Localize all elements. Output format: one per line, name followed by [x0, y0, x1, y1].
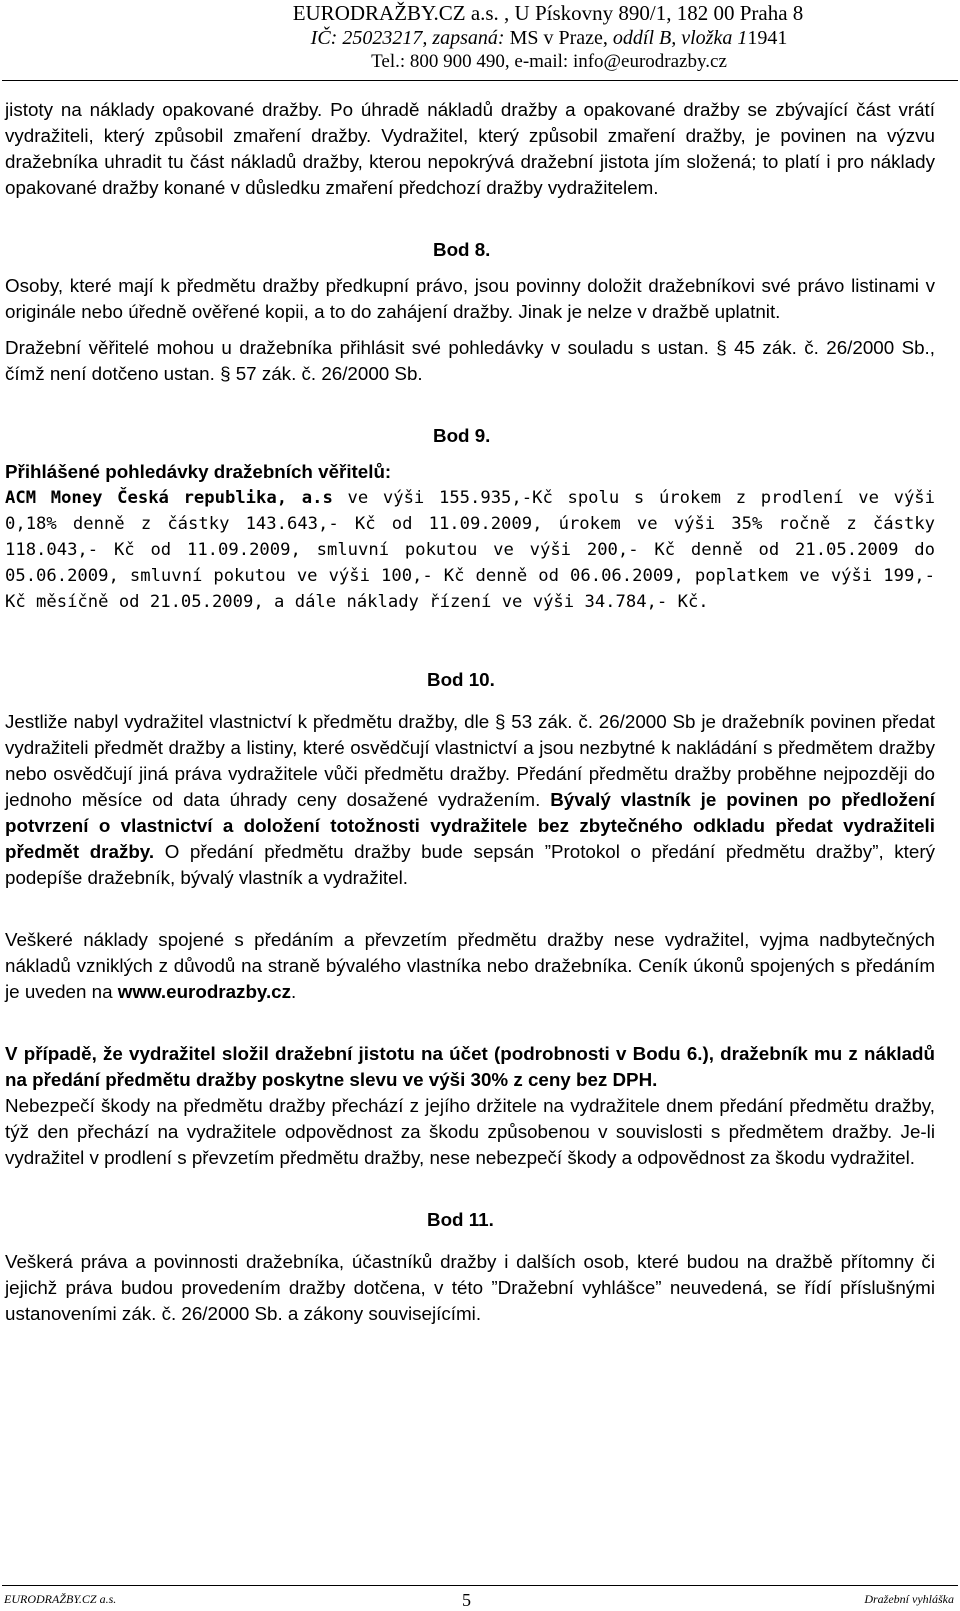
page-footer: [0, 1585, 960, 1609]
paragraph-predani-predmetu: [5, 709, 935, 891]
letterhead-registration: [138, 26, 960, 51]
page-number: 5: [462, 1590, 471, 1610]
letterhead: [0, 0, 960, 73]
naklady-text: Veškeré náklady spojené s předáním a převzetím předmětu dražby nese vydražitel, vyjma nadbytečných nákladů vzniklých z důvodů na straně bývalého vlastníka nebo dražebníka. Ceník úkonů spojených s předáním je uveden na: [5, 929, 935, 1002]
predani-text: Jestliže nabyl vydražitel vlastnictví k předmětu dražby, dle § 53 zák. č. 26/2000 Sb je dražebník povinen předat vydražiteli předmět dražby a listiny, které osvědčují vlastnictví a jsou nezbytné k nakládání s předmětem dražby nebo osvědčují jiná práva vydražitele vůči předmětu dražby. Předání předmětu dražby proběhne nejpozději do jednoho měsíce od data úhrady ceny dosažené vydražením.: [5, 711, 935, 810]
header-divider: [2, 80, 958, 81]
letterhead-section: oddíl B, vložka 1: [612, 27, 748, 49]
predani-protocol-text: O předání předmětu dražby bude sepsán ”Protokol o předání předmětu dražby”, který podepíše dražebník, bývalý vlastník a vydražitel.: [5, 841, 935, 888]
footer-document-title: Dražební vyhláška: [864, 1592, 954, 1606]
section-heading-bod-8: Bod 8.: [433, 239, 491, 260]
naklady-end: .: [291, 981, 297, 1002]
paragraph-nebezpeci-skody: Nebezpečí škody na předmětu dražby přechází z jejího držitele na vydražitele dnem předání předmětu dražby, týž den přechází na vydražitele odpovědnost za škodu způsobenou v souvislosti s předmětem dražby. Je-li vydražitel v prodlení s převzetím předmětu dražby, nese nebezpečí škody a odpovědnost za škodu vydražitel.: [5, 1095, 935, 1168]
letterhead-company: EURODRAŽBY.CZ a.s. , U Pískovny 890/1, 182 00 Praha 8: [292, 1, 804, 25]
paragraph-prava-povinnosti: Veškerá práva a povinnosti dražebníka, účastníků dražby i dalších osob, které budou na dražbě přítomny či jejichž práva budou provedením dražby dotčena, v této ”Dražební vyhlášce” neuvedená, se řídí příslušnými ustanoveními zák. č. 26/2000 Sb. a zákony souvisejícími.: [5, 1251, 935, 1324]
letterhead-insert: 1941: [747, 27, 788, 49]
letterhead-contact: Tel.: 800 900 490, e-mail: info@eurodrazby.cz: [371, 51, 727, 72]
creditor-claim-text: ve výši 155.935,-Kč spolu s úrokem z prodlení ve výši 0,18% denně z částky 143.643,- Kč od 11.09.2009, úrokem ve výši 35% ročně z částky 118.043,- Kč od 11.09.2009, smluvní pokutou ve výši 200,- Kč denně od 21.05.2009 do 05.06.2009, smluvní pokutou ve výši 100,- Kč denně od 06.06.2009, poplatkem ve výši 199,- Kč měsíčně od 21.05.2009, a dále náklady řízení ve výši 34.784,- Kč.: [5, 488, 936, 612]
letterhead-ic: IČ: 25023217,: [310, 27, 433, 49]
paragraph-sleva: V případě, že vydražitel složil dražební jistotu na účet (podrobnosti v Bodu 6.), dražebník mu z nákladů na předání předmětu dražby poskytne slevu ve výši 30% z ceny bez DPH.: [5, 1043, 935, 1090]
paragraph-predkupni-pravo: Osoby, které mají k předmětu dražby předkupní právo, jsou povinny doložit dražebníkovi své právo listinami v originále nebo úředně ověřené kopii, a to do zahájení dražby. Jinak je nelze v dražbě uplatnit.: [5, 275, 935, 322]
paragraph-naklady-predani: [5, 927, 935, 1005]
paragraph-jistoty: jistoty na náklady opakované dražby. Po úhradě nákladů dražby a opakované dražby se zbývající část vrátí vydražiteli, který způsobil zmaření dražby. Vydražitel, který způsobil zmaření dražby, je povinen na výzvu dražebníka uhradit tu část nákladů dražby, kterou nepokrývá dražební jistota jím složená; to platí i pro náklady opakované dražby konané v důsledku zmaření předchozí dražby vydražitelem.: [5, 99, 935, 198]
predani-bold-text: Bývalý vlastník je povinen po předložení potvrzení o vlastnictví a doložení totožnosti vydražitele bez zbytečného odkladu předat vydražiteli předmět dražby.: [5, 789, 935, 862]
footer-divider: [2, 1585, 958, 1586]
letterhead-registered-label: zapsaná:: [432, 27, 510, 49]
footer-company: EURODRAŽBY.CZ a.s.: [4, 1592, 117, 1606]
paragraph-drazebni-veritele: Dražební věřitelé mohou u dražebníka přihlásit své pohledávky v souladu s ustan. § 45 zák. č. 26/2000 Sb., čímž není dotčeno ustan. § 57 zák. č. 26/2000 Sb.: [5, 337, 935, 384]
paragraph-creditor-claim: [5, 485, 935, 615]
subheading-prihlasene-pohledavky: Přihlášené pohledávky dražebních věřitelů:: [5, 461, 392, 482]
document-body: [5, 97, 935, 1327]
section-heading-bod-9: Bod 9.: [433, 425, 491, 446]
creditor-name: ACM Money Česká republika, a.s: [5, 488, 333, 508]
section-heading-bod-11: Bod 11.: [427, 1209, 494, 1230]
website-link[interactable]: www.eurodrazby.cz: [117, 981, 292, 1002]
section-heading-bod-10: Bod 10.: [427, 669, 495, 690]
letterhead-court: MS v Praze,: [509, 27, 613, 49]
